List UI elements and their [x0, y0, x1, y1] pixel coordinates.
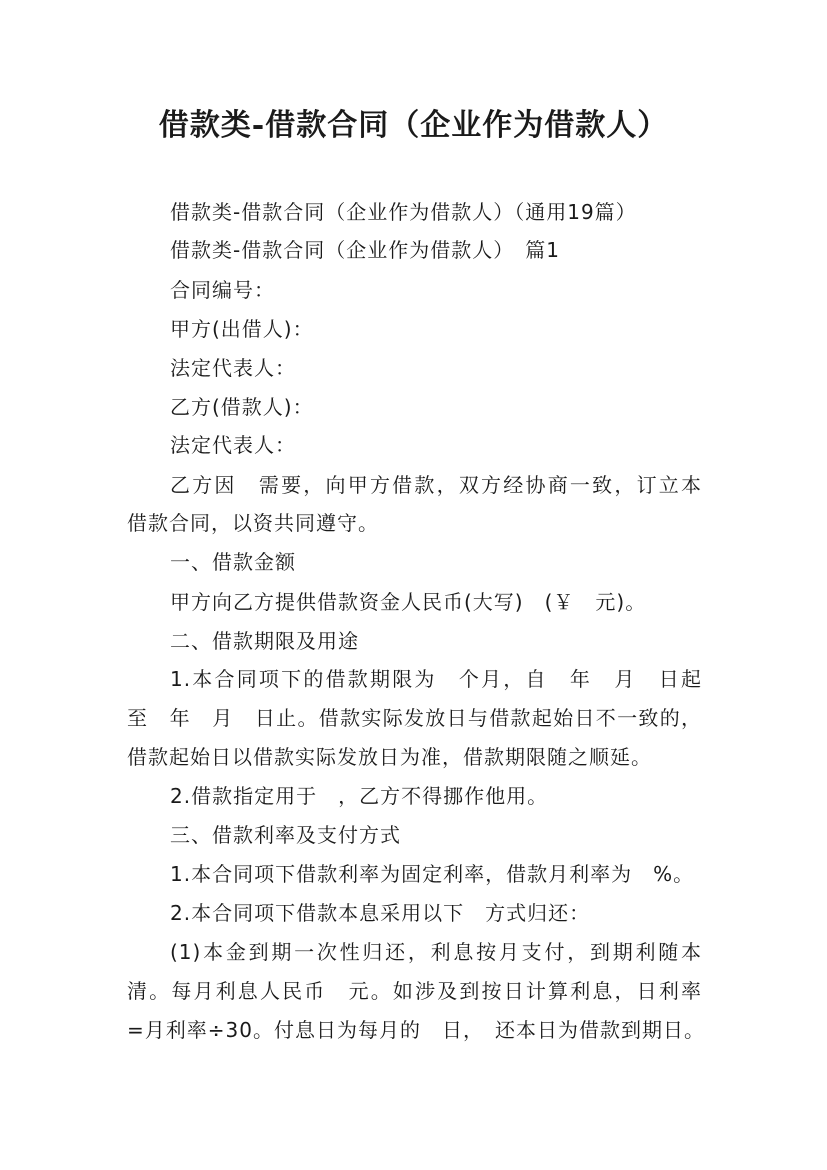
paragraph-line: 2.本合同项下借款本息采用以下 方式归还：: [170, 901, 591, 925]
paragraph-line: 借款合同，以资共同遵守。: [127, 511, 379, 535]
party-a-representative-label: 法定代表人：: [170, 356, 296, 380]
paragraph-line: 清。每月利息人民币 元。如涉及到按日计算利息，日利率: [127, 979, 702, 1003]
subtitle-line: 借款类-借款合同（企业作为借款人）（通用19篇）: [170, 200, 637, 224]
section-heading-loan-amount: 一、借款金额: [170, 550, 296, 574]
paragraph-line: 至 年 月 日止。借款实际发放日与借款起始日不一致的，: [127, 706, 702, 730]
section-heading-interest: 三、借款利率及支付方式: [170, 823, 401, 847]
paragraph-line: 借款起始日以借款实际发放日为准，借款期限随之顺延。: [127, 745, 652, 769]
document-title: 借款类-借款合同（企业作为借款人）: [158, 108, 669, 143]
section-heading-loan-term: 二、借款期限及用途: [170, 629, 359, 653]
paragraph-line: 乙方因 需要，向甲方借款，双方经协商一致，订立本: [170, 473, 702, 497]
paragraph-line: 1.本合同项下的借款期限为 个月，自 年 月 日起: [170, 667, 702, 691]
paragraph-line: 1.本合同项下借款利率为固定利率，借款月利率为 %。: [170, 862, 695, 886]
party-a-label: 甲方(出借人)：: [170, 317, 314, 341]
contract-number-label: 合同编号：: [170, 278, 275, 302]
party-b-representative-label: 法定代表人：: [170, 433, 296, 457]
paragraph-line: =月利率÷30。付息日为每月的 日， 还本日为借款到期日。: [127, 1018, 705, 1042]
paragraph-line: (1)本金到期一次性归还，利息按月支付，到期利随本: [170, 940, 702, 964]
paragraph-line: 2.借款指定用于 ，乙方不得挪作他用。: [170, 784, 549, 808]
paragraph-line: 甲方向乙方提供借款资金人民币(大写) (￥ 元)。: [170, 590, 647, 614]
section-heading-line: 借款类-借款合同（企业作为借款人） 篇1: [170, 238, 560, 262]
party-b-label: 乙方(借款人)：: [170, 395, 314, 419]
